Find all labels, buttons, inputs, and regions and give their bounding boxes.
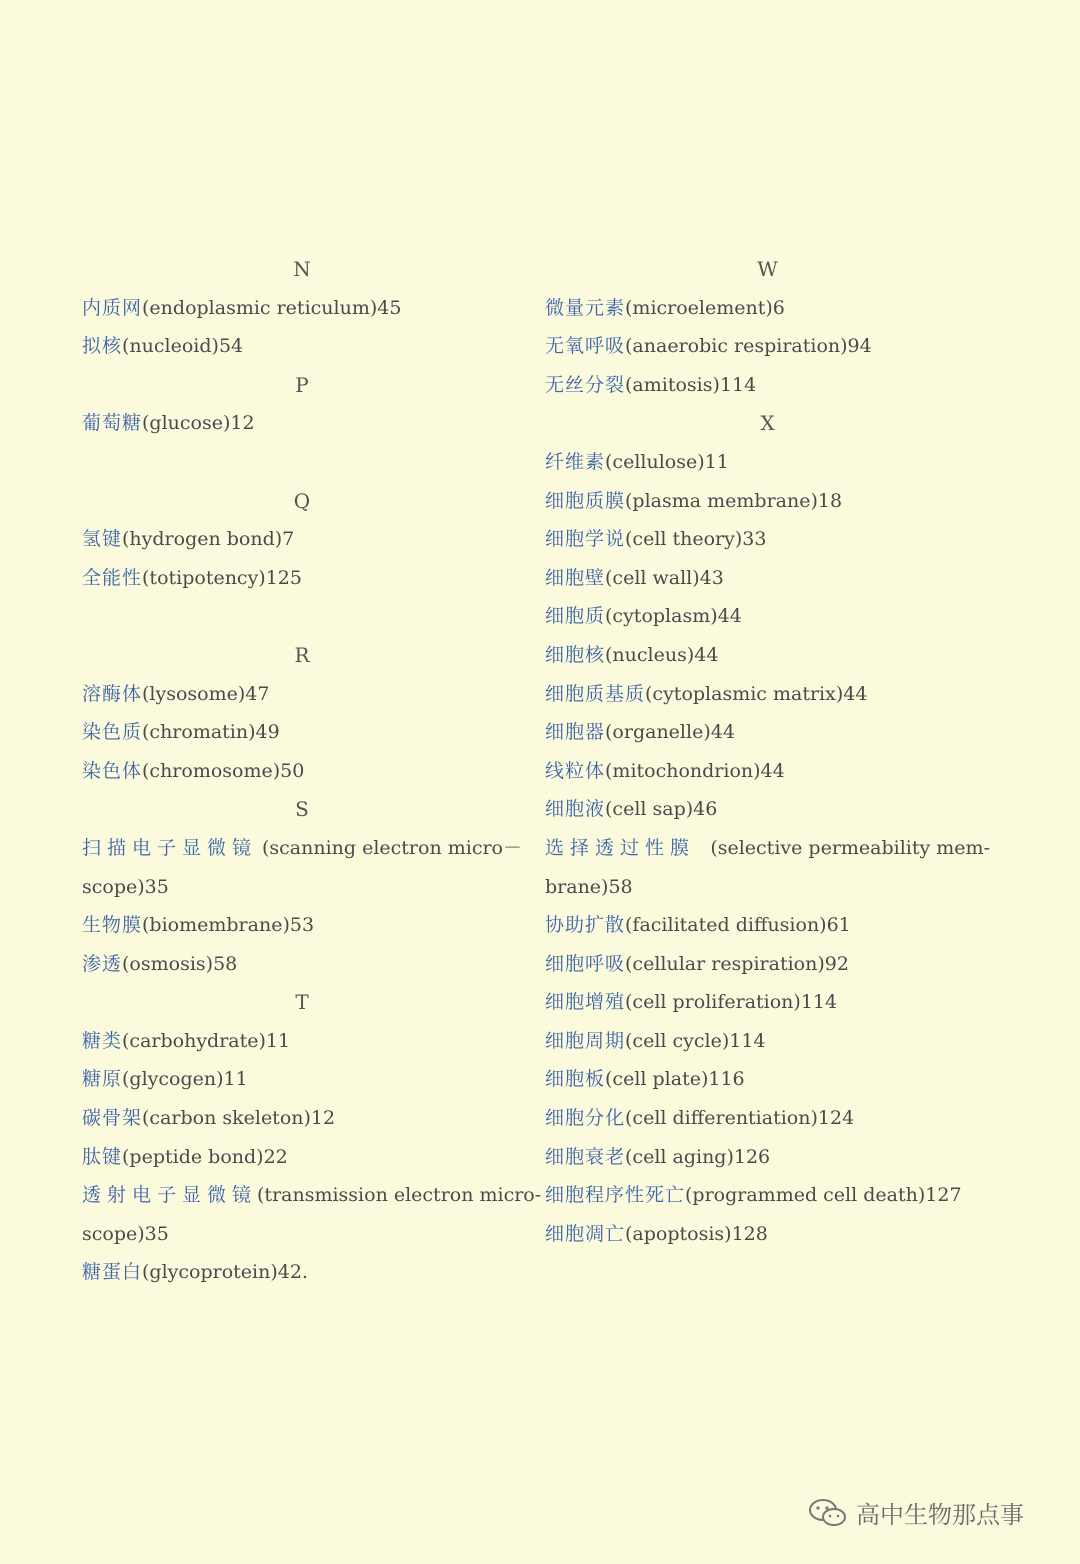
term-english-page: (cell theory)33 [625,528,767,551]
term-chinese: 细胞板 [545,1068,606,1091]
term-english-page: (programmed cell death)127 [685,1184,962,1207]
index-entry [545,752,990,791]
term-english-page: (endoplasmic reticulum)45 [142,296,402,319]
index-entry [82,675,522,714]
index-entry [545,790,990,829]
index-entry [82,1138,522,1177]
term-chinese: 细胞分化 [545,1107,626,1130]
term-english-page: (cell differentiation)124 [625,1107,855,1130]
term-chinese: 细胞衰老 [545,1145,626,1168]
index-entry [545,443,990,482]
term-english-page: (carbon skeleton)12 [142,1107,336,1130]
index-entry [82,1099,522,1138]
term-chinese: 葡萄糖 [82,412,143,435]
term-english: (selective permeability mem- [710,836,990,859]
term-chinese: 细胞程序性死亡 [545,1184,686,1207]
term-english-page: (mitochondrion)44 [605,759,785,782]
term-chinese: 溶酶体 [82,682,143,705]
term-chinese: 氢键 [82,528,123,551]
term-chinese: 染色体 [82,759,143,782]
index-entry [545,366,990,405]
index-entry [545,289,990,328]
section-letter: T [295,990,309,1015]
index-entry [545,675,990,714]
term-chinese: 协助扩散 [545,914,626,937]
watermark [808,1495,1024,1530]
section-letter: X [760,411,775,436]
index-entry [545,983,990,1022]
index-entry [545,713,990,752]
term-chinese: 细胞壁 [545,566,606,589]
term-chinese: 渗透 [82,952,123,975]
term-chinese: 细胞学说 [545,528,626,551]
term-chinese: 线粒体 [545,759,606,782]
term-chinese: 纤维素 [545,450,606,473]
term-chinese: 糖蛋白 [82,1261,143,1284]
term-english-page: (glucose)12 [142,412,255,435]
term-english-page: (cytoplasmic matrix)44 [645,682,868,705]
index-entry [82,1176,542,1215]
section-letter: S [295,797,309,822]
term-english-page: (facilitated diffusion)61 [625,914,851,937]
term-chinese: 细胞凋亡 [545,1222,626,1245]
index-entry [82,1060,522,1099]
term-chinese: 全能性 [82,566,143,589]
term-english: (scanning electron micro－ [261,836,522,859]
index-entry-continuation: scope)35 [82,1222,169,1245]
term-english-page: (cell wall)43 [605,566,724,589]
term-english-page: (cell aging)126 [625,1145,771,1168]
term-chinese: 选择透过性膜 [545,836,696,859]
index-entry [545,1138,990,1177]
index-entry [545,1022,990,1061]
section-letter: R [294,642,310,667]
index-entry [545,636,990,675]
term-chinese: 生物膜 [82,914,143,937]
term-english: (transmission electron micro- [257,1184,542,1207]
term-english-page: (apoptosis)128 [625,1222,768,1245]
term-chinese: 细胞周期 [545,1029,626,1052]
term-chinese: 细胞质基质 [545,682,646,705]
term-chinese: 无丝分裂 [545,373,626,396]
term-english-page: (cell proliferation)114 [625,991,838,1014]
index-entry-continuation: brane)58 [545,875,633,898]
term-chinese: 细胞质 [545,605,606,628]
index-entry [545,945,990,984]
term-chinese: 碳骨架 [82,1107,143,1130]
term-chinese: 拟核 [82,335,123,358]
term-english-page: (totipotency)125 [142,566,302,589]
term-english-page: (cell sap)46 [605,798,718,821]
index-entry [545,1060,990,1099]
section-letter: P [295,372,309,397]
term-english-page: (nucleoid)54 [122,335,244,358]
index-entry [545,559,990,598]
term-chinese: 糖原 [82,1068,123,1091]
index-column-left [82,250,542,1292]
term-chinese: 内质网 [82,296,143,319]
term-chinese: 细胞质膜 [545,489,626,512]
section-letter: W [757,257,778,281]
term-english-page: (cellular respiration)92 [625,952,849,975]
section-letter: Q [293,488,311,513]
spacer [82,443,522,482]
term-chinese: 细胞呼吸 [545,952,626,975]
index-entry [545,906,990,945]
term-chinese: 肽键 [82,1145,123,1168]
term-english-page: (lysosome)47 [142,682,270,705]
term-english-page: (glycoprotein)42. [142,1261,308,1284]
section-letter: N [293,257,311,281]
term-english-page: (plasma membrane)18 [625,489,843,512]
index-entry [545,482,990,521]
index-entry [82,327,522,366]
index-entry [82,945,522,984]
index-entry [82,906,522,945]
index-entry [82,1022,522,1061]
index-entry [545,520,990,559]
term-english-page: (anaerobic respiration)94 [625,335,872,358]
watermark-text: 高中生物那点事 [856,1501,1024,1529]
index-entry-continuation: scope)35 [82,875,169,898]
term-english-page: (cellulose)11 [605,450,729,473]
term-chinese: 微量元素 [545,296,626,319]
spacer [82,597,522,636]
term-english-page: (organelle)44 [605,721,735,744]
term-chinese: 透射电子显微镜 [82,1184,258,1207]
index-entry [82,289,522,328]
index-entry [545,1215,990,1254]
term-english-page: (cytoplasm)44 [605,605,742,628]
term-chinese: 细胞液 [545,798,606,821]
term-english-page: (chromosome)50 [142,759,305,782]
term-english-page: (amitosis)114 [625,373,757,396]
index-entry [82,713,522,752]
term-english-page: (carbohydrate)11 [122,1029,291,1052]
index-entry [82,1253,522,1292]
index-entry [82,829,522,868]
index-entry [82,752,522,791]
term-chinese: 无氧呼吸 [545,335,626,358]
index-entry [545,829,990,868]
index-entry [545,327,990,366]
term-english-page: (osmosis)58 [122,952,238,975]
term-english-page: (chromatin)49 [142,721,280,744]
term-chinese: 染色质 [82,721,143,744]
term-english-page: (peptide bond)22 [122,1145,288,1168]
term-english-page: (nucleus)44 [605,643,719,666]
wechat-icon [808,1498,848,1528]
index-column-right [545,250,990,1253]
term-chinese: 细胞器 [545,721,606,744]
term-chinese: 糖类 [82,1029,123,1052]
term-english-page: (glycogen)11 [122,1068,248,1091]
index-entry [82,520,522,559]
term-chinese: 细胞增殖 [545,991,626,1014]
term-english-page: (cell cycle)114 [625,1029,766,1052]
index-entry [545,597,990,636]
index-entry [545,1099,990,1138]
term-english-page: (microelement)6 [625,296,785,319]
index-entry [545,1176,990,1215]
term-english-page: (cell plate)116 [605,1068,745,1091]
term-english-page: (hydrogen bond)7 [122,528,295,551]
index-entry [82,559,522,598]
index-entry [82,404,522,443]
term-chinese: 扫描电子显微镜 [82,836,258,859]
term-chinese: 细胞核 [545,643,606,666]
term-english-page: (biomembrane)53 [142,914,315,937]
